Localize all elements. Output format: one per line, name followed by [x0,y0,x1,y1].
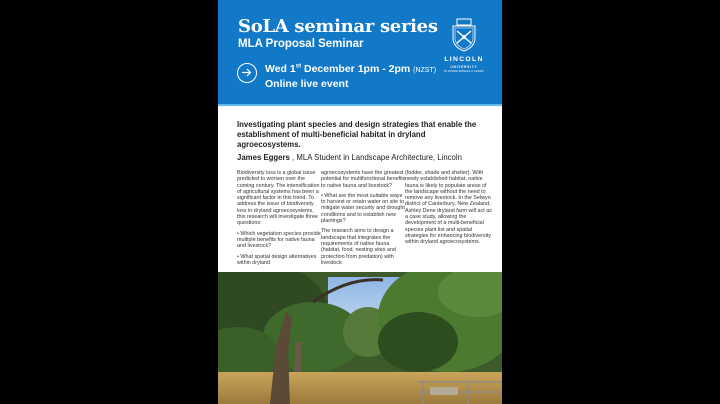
seminar-poster [218,0,502,404]
abstract-bullet: • Which vegetation species provide multiple benefits for native fauna and livestock? [237,230,321,250]
timezone: (NZST) [413,67,437,74]
event-date [265,63,436,75]
author-role: , MLA Student in Landscape Architecture, Lincoln [289,153,462,162]
landscape-photo [218,272,502,404]
date-day: Wed 1 [265,63,296,75]
grass-field [218,372,502,404]
author-name: James Eggers [237,153,290,162]
crest-icon [450,18,478,52]
abstract-column-2 [321,170,407,270]
event-type: Online live event [265,78,349,90]
abstract-column-3 [405,170,495,250]
date-suffix: st [295,63,302,70]
abstract-paragraph: agroecosystems have the greatest potential for multifunctional benefits to native fauna and livestock? [321,170,406,189]
seminar-subtitle: MLA Proposal Seminar [238,38,364,50]
abstract-column-1 [237,170,323,270]
abstract-bullet: • What spatial design alternatives within dryland [237,253,317,266]
logo-university: UNIVERSITY [450,65,478,69]
lincoln-logo [440,18,488,80]
research-title: Investigating plant species and design strategies that enable the establishment of multi-beneficial habitat in dryland agroecosystems. [237,120,477,149]
author-line [237,153,462,162]
abstract-paragraph: The research aims to design a landscape that integrates the requirements of native fauna (habitat, food, nesting sites and protection from predation) with livestock [321,228,396,266]
abstract-paragraph: Biodiversity loss is a global issue predicted to worsen over the coming century. The intensification of agricultural systems has been a significant factor in this trend. To address the issue of biodiversity loss in dryland agroecosystems, this research will investigate three questions: [237,170,320,227]
logo-name: LINCOLN [444,56,484,63]
logo-motto: TE WHARE WĀNAKA O AORAKI [443,70,485,73]
abstract-paragraph: (fodder, shade and shelter). With newly established habitat, native fauna is likely to populate areas of the landscape without the need to remove any livestock. In the Selwyn district of Canterbury, New Zealand, Ashley Dene dryland farm will act as a case study, allowing the development of a multi-beneficial species plant list and spatial strategies for enhancing biodiversity within dryland agroecosystems. [405,170,492,246]
arrow-right-icon [237,63,257,83]
date-time: December 1pm - 2pm [301,63,414,75]
abstract-bullet: • What are the most suitable ways to harvest or retain water on site to mitigate water security and drought conditions and to establish new plantings? [321,192,405,225]
poster-header [218,0,502,106]
poster-body [218,106,502,272]
series-title: SoLA seminar series [238,16,438,37]
